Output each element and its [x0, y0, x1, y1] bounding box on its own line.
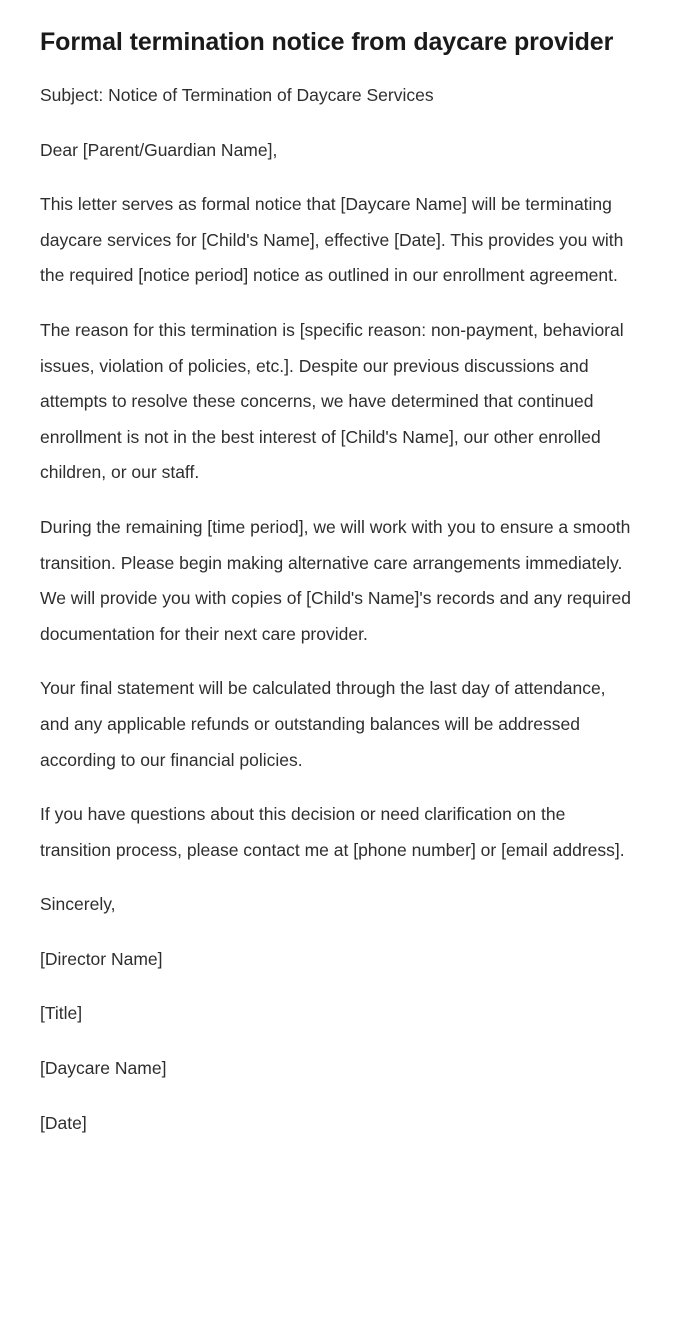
body-paragraph-5: If you have questions about this decision or need clarification on the transition process, please contact me at [phone number] or [email address]. — [40, 804, 625, 860]
page-title: Formal termination notice from daycare provider — [40, 28, 614, 56]
body-paragraph-4: Your final statement will be calculated through the last day of attendance, and any applicable refunds or outstanding balances will be addressed according to our financial policies. — [40, 678, 606, 770]
bottom-spacer — [40, 1141, 632, 1181]
signature-director-name: [Director Name] — [40, 948, 163, 969]
subject-line: Subject: Notice of Termination of Daycare Services — [40, 85, 434, 105]
salutation: Dear [Parent/Guardian Name], — [40, 139, 278, 160]
closing-salutation: Sincerely, — [40, 894, 116, 915]
body-paragraph-3: During the remaining [time period], we will work with you to ensure a smooth transition. Please begin making alternative care arrangements immediately. We will provide you with copies of [Child's Name]'s records and any required documentation for their next care provider. — [40, 516, 631, 644]
signature-date: [Date] — [40, 1112, 87, 1133]
signature-title: [Title] — [40, 1003, 83, 1024]
body-paragraph-1: This letter serves as formal notice that [Daycare Name] will be terminating daycare services for [Child's Name], effective [Date]. This provides you with the required [notice period] notice as outlined in our enrollment agreement. — [40, 194, 624, 286]
body-paragraph-2: The reason for this termination is [specific reason: non-payment, behavioral issues, violation of policies, etc.]. Despite our previous discussions and attempts to resolve these concerns, we have determined that continued enrollment is not in the best interest of [Child's Name], our other enrolled children, or our staff. — [40, 319, 624, 483]
signature-daycare-name: [Daycare Name] — [40, 1058, 167, 1079]
